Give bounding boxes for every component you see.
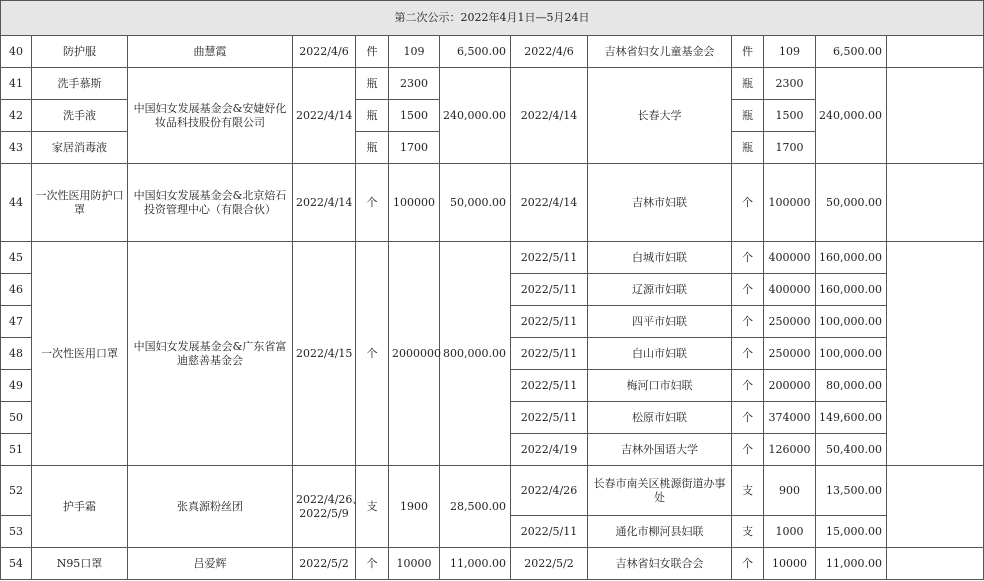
receive-date: 2022/4/6 (293, 36, 356, 68)
quantity: 100000 (389, 164, 440, 242)
recipient: 松原市妇联 (588, 402, 732, 434)
quantity-out: 400000 (764, 242, 816, 274)
donor-name: 中国妇女发展基金会&北京焙石投资管理中心（有限合伙） (128, 164, 293, 242)
distribute-date: 2022/5/11 (511, 370, 588, 402)
row-number: 43 (1, 132, 32, 164)
row-number: 50 (1, 402, 32, 434)
unit: 个 (356, 242, 389, 466)
quantity: 1700 (389, 132, 440, 164)
recipient: 白山市妇联 (588, 338, 732, 370)
unit-out: 支 (732, 516, 764, 548)
amount-out: 149,600.00 (816, 402, 887, 434)
row-number: 52 (1, 466, 32, 516)
recipient: 白城市妇联 (588, 242, 732, 274)
quantity-out: 1500 (764, 100, 816, 132)
empty-cell (887, 164, 984, 242)
quantity-out: 374000 (764, 402, 816, 434)
quantity-out: 1000 (764, 516, 816, 548)
receive-date: 2022/4/26、2022/5/9 (293, 466, 356, 548)
amount-out: 100,000.00 (816, 306, 887, 338)
table-row (1, 466, 984, 516)
item-name: 洗手液 (32, 100, 128, 132)
unit-out: 瓶 (732, 132, 764, 164)
amount-out: 240,000.00 (816, 68, 887, 164)
distribute-date: 2022/5/2 (511, 548, 588, 580)
row-number: 49 (1, 370, 32, 402)
donor-name: 曲慧霞 (128, 36, 293, 68)
unit-out: 个 (732, 306, 764, 338)
unit-out: 个 (732, 370, 764, 402)
quantity-out: 1700 (764, 132, 816, 164)
table-row (1, 68, 984, 100)
section-header: 第二次公示：2022年4月1日—5月24日 (1, 1, 984, 36)
table-row (1, 36, 984, 68)
empty-cell (887, 68, 984, 164)
unit: 个 (356, 548, 389, 580)
unit: 瓶 (356, 68, 389, 100)
receive-date: 2022/4/14 (293, 68, 356, 164)
unit-out: 支 (732, 466, 764, 516)
unit-out: 个 (732, 402, 764, 434)
unit: 瓶 (356, 132, 389, 164)
unit-out: 个 (732, 548, 764, 580)
distribute-date: 2022/4/14 (511, 68, 588, 164)
row-number: 48 (1, 338, 32, 370)
unit-out: 个 (732, 434, 764, 466)
receive-date: 2022/5/2 (293, 548, 356, 580)
amount-out: 50,000.00 (816, 164, 887, 242)
item-name: N95口罩 (32, 548, 128, 580)
recipient: 吉林外国语大学 (588, 434, 732, 466)
unit: 瓶 (356, 100, 389, 132)
recipient: 吉林省妇女联合会 (588, 548, 732, 580)
quantity: 1900 (389, 466, 440, 548)
quantity-out: 109 (764, 36, 816, 68)
empty-cell (887, 466, 984, 548)
amount: 240,000.00 (440, 68, 511, 164)
unit-out: 瓶 (732, 68, 764, 100)
unit-out: 个 (732, 242, 764, 274)
quantity-out: 126000 (764, 434, 816, 466)
unit-out: 个 (732, 338, 764, 370)
donor-name: 中国妇女发展基金会&广东省富迪慈善基金会 (128, 242, 293, 466)
recipient: 长春大学 (588, 68, 732, 164)
table-row (1, 164, 984, 242)
amount-out: 80,000.00 (816, 370, 887, 402)
amount: 11,000.00 (440, 548, 511, 580)
amount-out: 15,000.00 (816, 516, 887, 548)
row-number: 51 (1, 434, 32, 466)
amount-out: 160,000.00 (816, 274, 887, 306)
quantity-out: 100000 (764, 164, 816, 242)
amount-out: 6,500.00 (816, 36, 887, 68)
recipient: 通化市柳河县妇联 (588, 516, 732, 548)
amount: 28,500.00 (440, 466, 511, 548)
donor-name: 吕爱辉 (128, 548, 293, 580)
item-name: 洗手慕斯 (32, 68, 128, 100)
amount-out: 13,500.00 (816, 466, 887, 516)
donor-name: 张真源粉丝团 (128, 466, 293, 548)
empty-cell (887, 242, 984, 466)
item-name: 一次性医用防护口罩 (32, 164, 128, 242)
recipient: 吉林市妇联 (588, 164, 732, 242)
row-number: 44 (1, 164, 32, 242)
row-number: 40 (1, 36, 32, 68)
row-number: 45 (1, 242, 32, 274)
distribute-date: 2022/4/14 (511, 164, 588, 242)
distribute-date: 2022/5/11 (511, 402, 588, 434)
row-number: 47 (1, 306, 32, 338)
item-name: 一次性医用口罩 (32, 242, 128, 466)
quantity-out: 2300 (764, 68, 816, 100)
quantity: 1500 (389, 100, 440, 132)
item-name: 防护服 (32, 36, 128, 68)
quantity-out: 10000 (764, 548, 816, 580)
recipient: 吉林省妇女儿童基金会 (588, 36, 732, 68)
item-name: 护手霜 (32, 466, 128, 548)
distribute-date: 2022/4/19 (511, 434, 588, 466)
table-row (1, 242, 984, 274)
table-row (1, 548, 984, 580)
quantity: 2000000 (389, 242, 440, 466)
row-number: 41 (1, 68, 32, 100)
recipient: 梅河口市妇联 (588, 370, 732, 402)
header-row (1, 1, 984, 36)
quantity: 10000 (389, 548, 440, 580)
distribute-date: 2022/5/11 (511, 242, 588, 274)
empty-cell (887, 36, 984, 68)
unit: 件 (356, 36, 389, 68)
amount-out: 100,000.00 (816, 338, 887, 370)
recipient: 辽源市妇联 (588, 274, 732, 306)
quantity-out: 250000 (764, 338, 816, 370)
empty-cell (887, 548, 984, 580)
quantity-out: 200000 (764, 370, 816, 402)
item-name: 家居消毒液 (32, 132, 128, 164)
amount: 6,500.00 (440, 36, 511, 68)
quantity-out: 250000 (764, 306, 816, 338)
distribute-date: 2022/5/11 (511, 338, 588, 370)
unit-out: 件 (732, 36, 764, 68)
quantity: 2300 (389, 68, 440, 100)
amount: 800,000.00 (440, 242, 511, 466)
distribute-date: 2022/5/11 (511, 274, 588, 306)
distribute-date: 2022/5/11 (511, 306, 588, 338)
unit-out: 个 (732, 164, 764, 242)
unit: 支 (356, 466, 389, 548)
unit-out: 个 (732, 274, 764, 306)
distribute-date: 2022/4/6 (511, 36, 588, 68)
unit-out: 瓶 (732, 100, 764, 132)
row-number: 46 (1, 274, 32, 306)
recipient: 四平市妇联 (588, 306, 732, 338)
distribute-date: 2022/5/11 (511, 516, 588, 548)
row-number: 53 (1, 516, 32, 548)
receive-date: 2022/4/15 (293, 242, 356, 466)
receive-date: 2022/4/14 (293, 164, 356, 242)
unit: 个 (356, 164, 389, 242)
quantity-out: 400000 (764, 274, 816, 306)
donor-name: 中国妇女发展基金会&安婕妤化妆品科技股份有限公司 (128, 68, 293, 164)
amount: 50,000.00 (440, 164, 511, 242)
amount-out: 160,000.00 (816, 242, 887, 274)
row-number: 42 (1, 100, 32, 132)
recipient: 长春市南关区桃源街道办事处 (588, 466, 732, 516)
amount-out: 50,400.00 (816, 434, 887, 466)
quantity: 109 (389, 36, 440, 68)
amount-out: 11,000.00 (816, 548, 887, 580)
distribute-date: 2022/4/26 (511, 466, 588, 516)
quantity-out: 900 (764, 466, 816, 516)
row-number: 54 (1, 548, 32, 580)
